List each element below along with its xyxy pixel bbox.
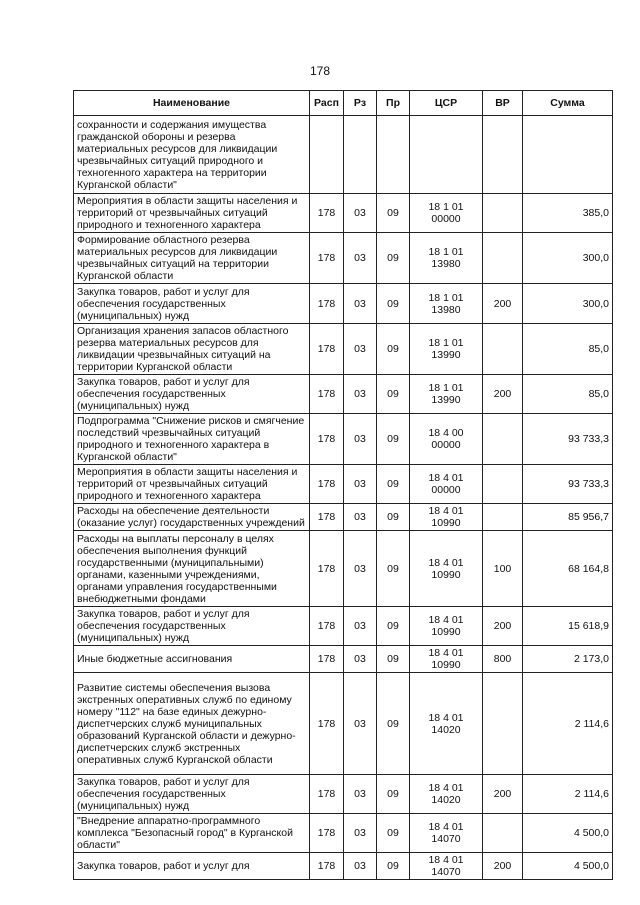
table-row — [74, 853, 613, 880]
row-csr: 18 4 01 10990 — [410, 646, 483, 673]
row-csr: 18 1 01 13990 — [410, 375, 483, 414]
row-pr: 09 — [377, 284, 410, 324]
row-csr: 18 1 01 13980 — [410, 284, 483, 324]
row-sum: 300,0 — [523, 284, 613, 324]
table-row — [74, 531, 613, 607]
row-csr: 18 4 01 10990 — [410, 504, 483, 531]
table-row — [74, 465, 613, 504]
row-pr: 09 — [377, 607, 410, 646]
row-rasp: 178 — [310, 646, 344, 673]
row-csr: 18 4 01 00000 — [410, 465, 483, 504]
table-row — [74, 324, 613, 375]
row-name: сохранности и содержания имущества гражданской обороны и резерва материальных ресурсов для ликвидации чрезвычайных ситуаций природного и техногенного характера на территории Курганской области" — [74, 116, 310, 194]
row-name: Закупка товаров, работ и услуг для — [74, 853, 310, 880]
row-rz: 03 — [344, 194, 377, 233]
row-sum: 4 500,0 — [523, 814, 613, 853]
row-csr: 18 4 01 10990 — [410, 531, 483, 607]
row-rz: 03 — [344, 853, 377, 880]
table-row — [74, 504, 613, 531]
row-sum: 2 173,0 — [523, 646, 613, 673]
row-rasp: 178 — [310, 531, 344, 607]
row-sum: 2 114,6 — [523, 775, 613, 814]
row-rasp: 178 — [310, 673, 344, 775]
row-vr: 100 — [483, 531, 523, 607]
row-vr — [483, 233, 523, 284]
row-rasp: 178 — [310, 607, 344, 646]
row-rz: 03 — [344, 233, 377, 284]
row-rasp: 178 — [310, 814, 344, 853]
row-name: "Внедрение аппаратно-программного комплекса "Безопасный город" в Курганской области" — [74, 814, 310, 853]
row-pr: 09 — [377, 853, 410, 880]
table-row — [74, 775, 613, 814]
row-name: Расходы на обеспечение деятельности (оказание услуг) государственных учреждений — [74, 504, 310, 531]
row-rz: 03 — [344, 414, 377, 465]
table-row — [74, 194, 613, 233]
column-header-rasp: Расп — [310, 91, 344, 116]
row-vr — [483, 194, 523, 233]
row-pr: 09 — [377, 814, 410, 853]
row-vr: 200 — [483, 375, 523, 414]
row-sum: 85,0 — [523, 324, 613, 375]
row-rz: 03 — [344, 607, 377, 646]
table-row — [74, 116, 613, 194]
row-vr — [483, 324, 523, 375]
row-vr — [483, 414, 523, 465]
row-pr: 09 — [377, 646, 410, 673]
row-vr — [483, 814, 523, 853]
row-name: Закупка товаров, работ и услуг для обеспечения государственных (муниципальных) нужд — [74, 775, 310, 814]
row-rz: 03 — [344, 673, 377, 775]
row-sum: 85 956,7 — [523, 504, 613, 531]
row-name: Мероприятия в области защиты населения и территорий от чрезвычайных ситуаций природного и техногенного характера — [74, 194, 310, 233]
row-sum: 385,0 — [523, 194, 613, 233]
row-sum — [523, 116, 613, 194]
row-rasp: 178 — [310, 324, 344, 375]
row-name: Закупка товаров, работ и услуг для обеспечения государственных (муниципальных) нужд — [74, 284, 310, 324]
row-pr: 09 — [377, 775, 410, 814]
table-row — [74, 414, 613, 465]
row-sum: 85,0 — [523, 375, 613, 414]
column-header-name: Наименование — [74, 91, 310, 116]
column-header-rz: Рз — [344, 91, 377, 116]
row-rasp — [310, 116, 344, 194]
column-header-vr: ВР — [483, 91, 523, 116]
row-vr — [483, 673, 523, 775]
row-pr: 09 — [377, 531, 410, 607]
row-rasp: 178 — [310, 853, 344, 880]
row-rz: 03 — [344, 465, 377, 504]
row-rasp: 178 — [310, 194, 344, 233]
table-row — [74, 284, 613, 324]
row-vr: 800 — [483, 646, 523, 673]
row-name: Закупка товаров, работ и услуг для обеспечения государственных (муниципальных) нужд — [74, 375, 310, 414]
table-row — [74, 375, 613, 414]
row-vr: 200 — [483, 607, 523, 646]
row-sum: 300,0 — [523, 233, 613, 284]
row-vr — [483, 116, 523, 194]
table-row — [74, 233, 613, 284]
row-csr: 18 1 01 13990 — [410, 324, 483, 375]
row-pr: 09 — [377, 504, 410, 531]
row-pr: 09 — [377, 375, 410, 414]
column-header-sum: Сумма — [523, 91, 613, 116]
row-vr: 200 — [483, 775, 523, 814]
row-pr: 09 — [377, 673, 410, 775]
row-csr: 18 1 01 00000 — [410, 194, 483, 233]
column-header-pr: Пр — [377, 91, 410, 116]
row-rasp: 178 — [310, 414, 344, 465]
row-vr — [483, 504, 523, 531]
row-csr: 18 4 00 00000 — [410, 414, 483, 465]
row-rasp: 178 — [310, 504, 344, 531]
row-sum: 15 618,9 — [523, 607, 613, 646]
row-vr — [483, 465, 523, 504]
page-number: 178 — [309, 64, 331, 78]
row-vr: 200 — [483, 284, 523, 324]
column-header-csr: ЦСР — [410, 91, 483, 116]
row-rasp: 178 — [310, 465, 344, 504]
row-name: Развитие системы обеспечения вызова экстренных оперативных служб по единому номеру "112" на базе единых дежурно-диспетчерских служб муниципальных образований Курганской области и дежурно-диспетчерских служб экстренных оперативных служб Курганской области — [74, 673, 310, 775]
row-sum: 93 733,3 — [523, 414, 613, 465]
row-rz: 03 — [344, 324, 377, 375]
row-pr: 09 — [377, 233, 410, 284]
row-name: Расходы на выплаты персоналу в целях обеспечения выполнения функций государственными (муниципальными) органами, казенными учреждениями, органами управления государственными внебюджетными фондами — [74, 531, 310, 607]
row-csr: 18 4 01 10990 — [410, 607, 483, 646]
row-name: Подпрограмма "Снижение рисков и смягчение последствий чрезвычайных ситуаций природного и техногенного характера в Курганской области" — [74, 414, 310, 465]
row-name: Организация хранения запасов областного резерва материальных ресурсов для ликвидации чрезвычайных ситуаций на территории Курганской области — [74, 324, 310, 375]
table-row — [74, 673, 613, 775]
row-rz — [344, 116, 377, 194]
row-name: Формирование областного резерва материальных ресурсов для ликвидации чрезвычайных ситуаций на территории Курганской области — [74, 233, 310, 284]
row-rasp: 178 — [310, 775, 344, 814]
row-rasp: 178 — [310, 375, 344, 414]
row-csr: 18 4 01 14020 — [410, 775, 483, 814]
row-rz: 03 — [344, 284, 377, 324]
row-pr — [377, 116, 410, 194]
row-rz: 03 — [344, 814, 377, 853]
row-rz: 03 — [344, 531, 377, 607]
row-sum: 4 500,0 — [523, 853, 613, 880]
row-pr: 09 — [377, 324, 410, 375]
row-pr: 09 — [377, 465, 410, 504]
row-rz: 03 — [344, 775, 377, 814]
row-rasp: 178 — [310, 233, 344, 284]
row-name: Иные бюджетные ассигнования — [74, 646, 310, 673]
row-rz: 03 — [344, 504, 377, 531]
row-csr: 18 4 01 14020 — [410, 673, 483, 775]
row-rz: 03 — [344, 375, 377, 414]
row-sum: 93 733,3 — [523, 465, 613, 504]
row-rasp: 178 — [310, 284, 344, 324]
table-row — [74, 646, 613, 673]
row-pr: 09 — [377, 194, 410, 233]
row-csr: 18 1 01 13980 — [410, 233, 483, 284]
row-csr — [410, 116, 483, 194]
table-header-row — [74, 91, 613, 116]
row-csr: 18 4 01 14070 — [410, 853, 483, 880]
row-sum: 68 164,8 — [523, 531, 613, 607]
row-csr: 18 4 01 14070 — [410, 814, 483, 853]
table-row — [74, 814, 613, 853]
table-row — [74, 607, 613, 646]
row-name: Закупка товаров, работ и услуг для обеспечения государственных (муниципальных) нужд — [74, 607, 310, 646]
row-sum: 2 114,6 — [523, 673, 613, 775]
budget-table — [73, 90, 613, 880]
row-pr: 09 — [377, 414, 410, 465]
row-rz: 03 — [344, 646, 377, 673]
row-vr: 200 — [483, 853, 523, 880]
row-name: Мероприятия в области защиты населения и территорий от чрезвычайных ситуаций природного и техногенного характера — [74, 465, 310, 504]
